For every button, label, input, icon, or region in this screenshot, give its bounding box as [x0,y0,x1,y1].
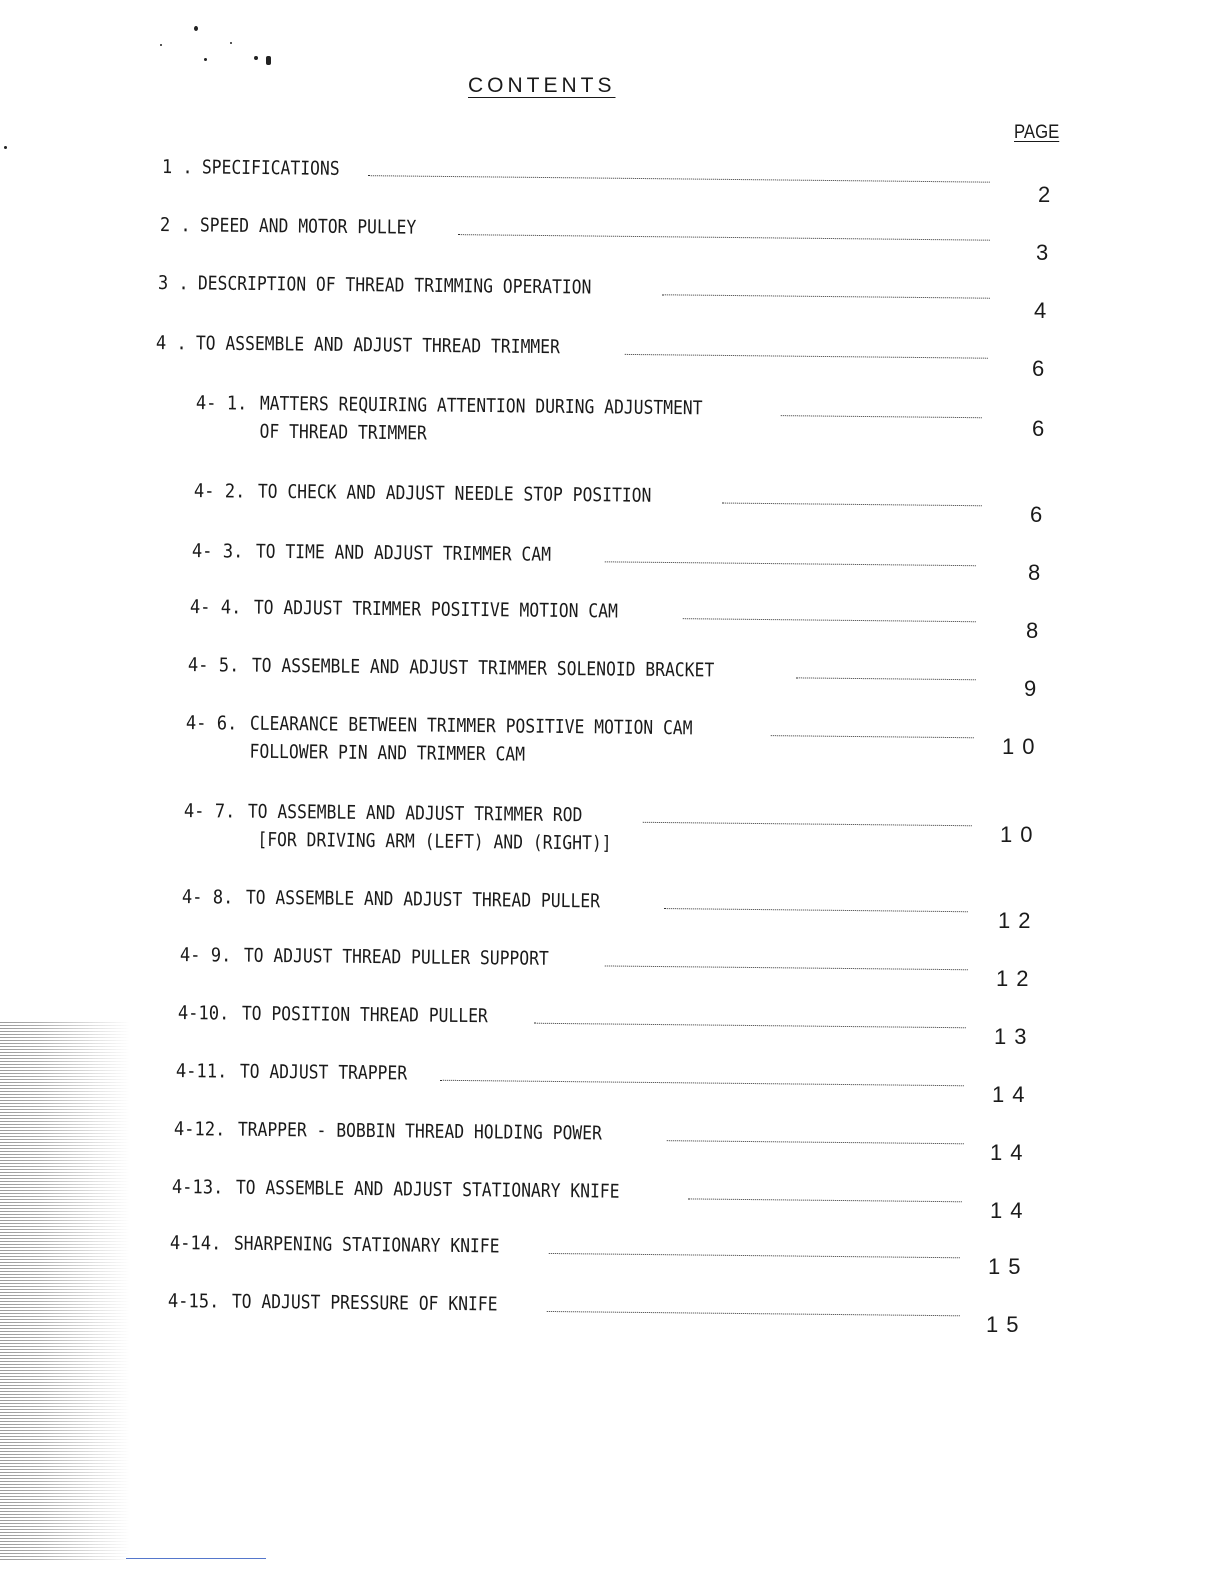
dot-leader [605,560,976,566]
toc-entry-title: DESCRIPTION OF THREAD TRIMMING OPERATION [197,272,592,299]
dot-leader [549,1252,960,1258]
toc-entry-number: 1 . [161,156,193,179]
dot-leader [664,907,968,912]
toc-entry-title: SPEED AND MOTOR PULLEY [199,214,417,239]
toc-page-number: 4 [1034,298,1055,323]
toc-entry-number: 4- 7. [183,800,236,823]
dot-leader [534,1022,966,1029]
toc-entry-number: 4-15. [167,1290,220,1313]
toc-entry-number: 4- 6. [185,712,238,735]
toc-page-number: 8 [1028,560,1049,585]
toc-page-number: 12 [996,966,1037,991]
toc-entry-number: 3 . [157,272,189,295]
toc-entry-number: 4- 2. [193,480,246,503]
toc-entry [174,1118,964,1148]
toc-entry [172,1176,962,1206]
toc-entry [168,1290,960,1320]
toc-entry-number: 4 . [155,332,187,355]
toc-entry-title: TO ASSEMBLE AND ADJUST THREAD TRIMMER [195,332,560,359]
toc-page-number: 6 [1030,502,1051,527]
dot-leader [440,1079,964,1086]
toc-entry-title: TO ASSEMBLE AND ADJUST TRIMMER ROD [247,800,583,827]
toc-entry-title: SPECIFICATIONS [201,156,340,180]
toc-entry-number: 4-12. [173,1118,226,1141]
toc-entry-number: 4-14. [169,1232,222,1255]
toc-entry-title: MATTERS REQUIRING ATTENTION DURING ADJUSTMENT [259,392,703,420]
toc-page-number: 9 [1024,676,1045,701]
toc-page-number: 13 [994,1024,1035,1049]
toc-page-number: 3 [1036,240,1057,265]
toc-entry [176,1060,964,1090]
toc-entry-title: TO ASSEMBLE AND ADJUST STATIONARY KNIFE [235,1176,620,1203]
toc-entry-number: 4- 4. [189,596,242,619]
toc-entry-number: 4- 9. [179,944,232,967]
toc-page-number: 10 [1000,822,1041,847]
toc-entry [170,1232,960,1262]
dot-leader [683,617,976,622]
toc-entry [180,944,968,974]
toc-entry-title: CLEARANCE BETWEEN TRIMMER POSITIVE MOTION CAM [249,712,693,740]
dot-leader [667,1139,964,1144]
dot-leader [781,414,982,418]
toc-entry-title-continued: FOLLOWER PIN AND TRIMMER CAM [249,740,526,766]
toc-entry [182,886,968,916]
toc-entry [192,540,976,570]
toc-page-number: 12 [998,908,1039,933]
bottom-rule [126,1558,266,1559]
toc-entry-title: TO CHECK AND ADJUST NEEDLE STOP POSITION [257,480,652,507]
dot-leader [368,174,990,183]
toc-entry-title: TO POSITION THREAD PULLER [241,1002,488,1028]
toc-entry-title: TO ADJUST PRESSURE OF KNIFE [231,1290,498,1316]
scan-edge-noise [0,1020,130,1560]
toc-entry-number: 4-10. [177,1002,230,1025]
toc-entry-title: TRAPPER - BOBBIN THREAD HOLDING POWER [237,1118,602,1145]
toc-entry-title: TO ASSEMBLE AND ADJUST TRIMMER SOLENOID BRACKET [251,654,715,682]
toc-entry [195,392,981,450]
toc-entry-number: 4- 8. [181,886,234,909]
toc-entry-title-continued: [FOR DRIVING ARM (LEFT) AND (RIGHT)] [247,828,612,855]
toc-entry [185,712,973,770]
toc-entry [158,272,990,303]
dot-leader [457,233,989,241]
toc-page-number: 2 [1038,182,1059,207]
toc-entry [162,156,990,187]
toc-entry-number: 4-13. [171,1176,224,1199]
toc-page-number: 14 [990,1198,1031,1223]
toc-entry-number: 4- 1. [195,392,248,415]
toc-entry-title: TO ADJUST TRIMMER POSITIVE MOTION CAM [253,596,618,623]
toc-entry-number: 2 . [159,214,191,237]
toc-page-number: 10 [1002,734,1043,759]
toc-entry [188,654,976,684]
toc-entry [178,1002,966,1032]
toc-entry [160,214,990,245]
dot-leader [795,676,975,680]
toc-page-number: 15 [988,1254,1029,1279]
dot-leader [661,293,989,298]
toc-entry-title: TO ASSEMBLE AND ADJUST THREAD PULLER [245,886,601,913]
toc-page-number: 14 [992,1082,1033,1107]
toc-entry [194,480,982,510]
toc-entry-number: 4- 3. [191,540,244,563]
toc-entry-title: TO ADJUST THREAD PULLER SUPPORT [243,944,549,970]
toc-entry-number: 4-11. [175,1060,228,1083]
dot-leader [721,502,981,507]
dot-leader [771,734,974,738]
dot-leader [547,1310,960,1316]
toc-entry-title: SHARPENING STATIONARY KNIFE [233,1232,500,1258]
toc-entry-title: TO ADJUST TRAPPER [239,1060,408,1085]
dot-leader [688,1197,962,1202]
toc-entry-title: TO TIME AND ADJUST TRIMMER CAM [255,540,552,566]
page-column-label: PAGE [1014,122,1060,143]
dot-leader [643,821,972,826]
toc-page-number: 8 [1026,618,1047,643]
toc-page-number: 6 [1032,356,1053,381]
toc-entry [190,596,976,626]
toc-page-number: 6 [1032,416,1053,441]
toc-entry [183,800,971,858]
toc-page-number: 14 [990,1140,1031,1165]
contents-title: CONTENTS [468,74,616,97]
toc-entry-number: 4- 5. [187,654,240,677]
toc-entry [156,332,988,363]
toc-page-number: 15 [986,1312,1027,1337]
toc-entry-title-continued: OF THREAD TRIMMER [259,420,427,445]
dot-leader [604,964,967,970]
dot-leader [625,353,988,359]
